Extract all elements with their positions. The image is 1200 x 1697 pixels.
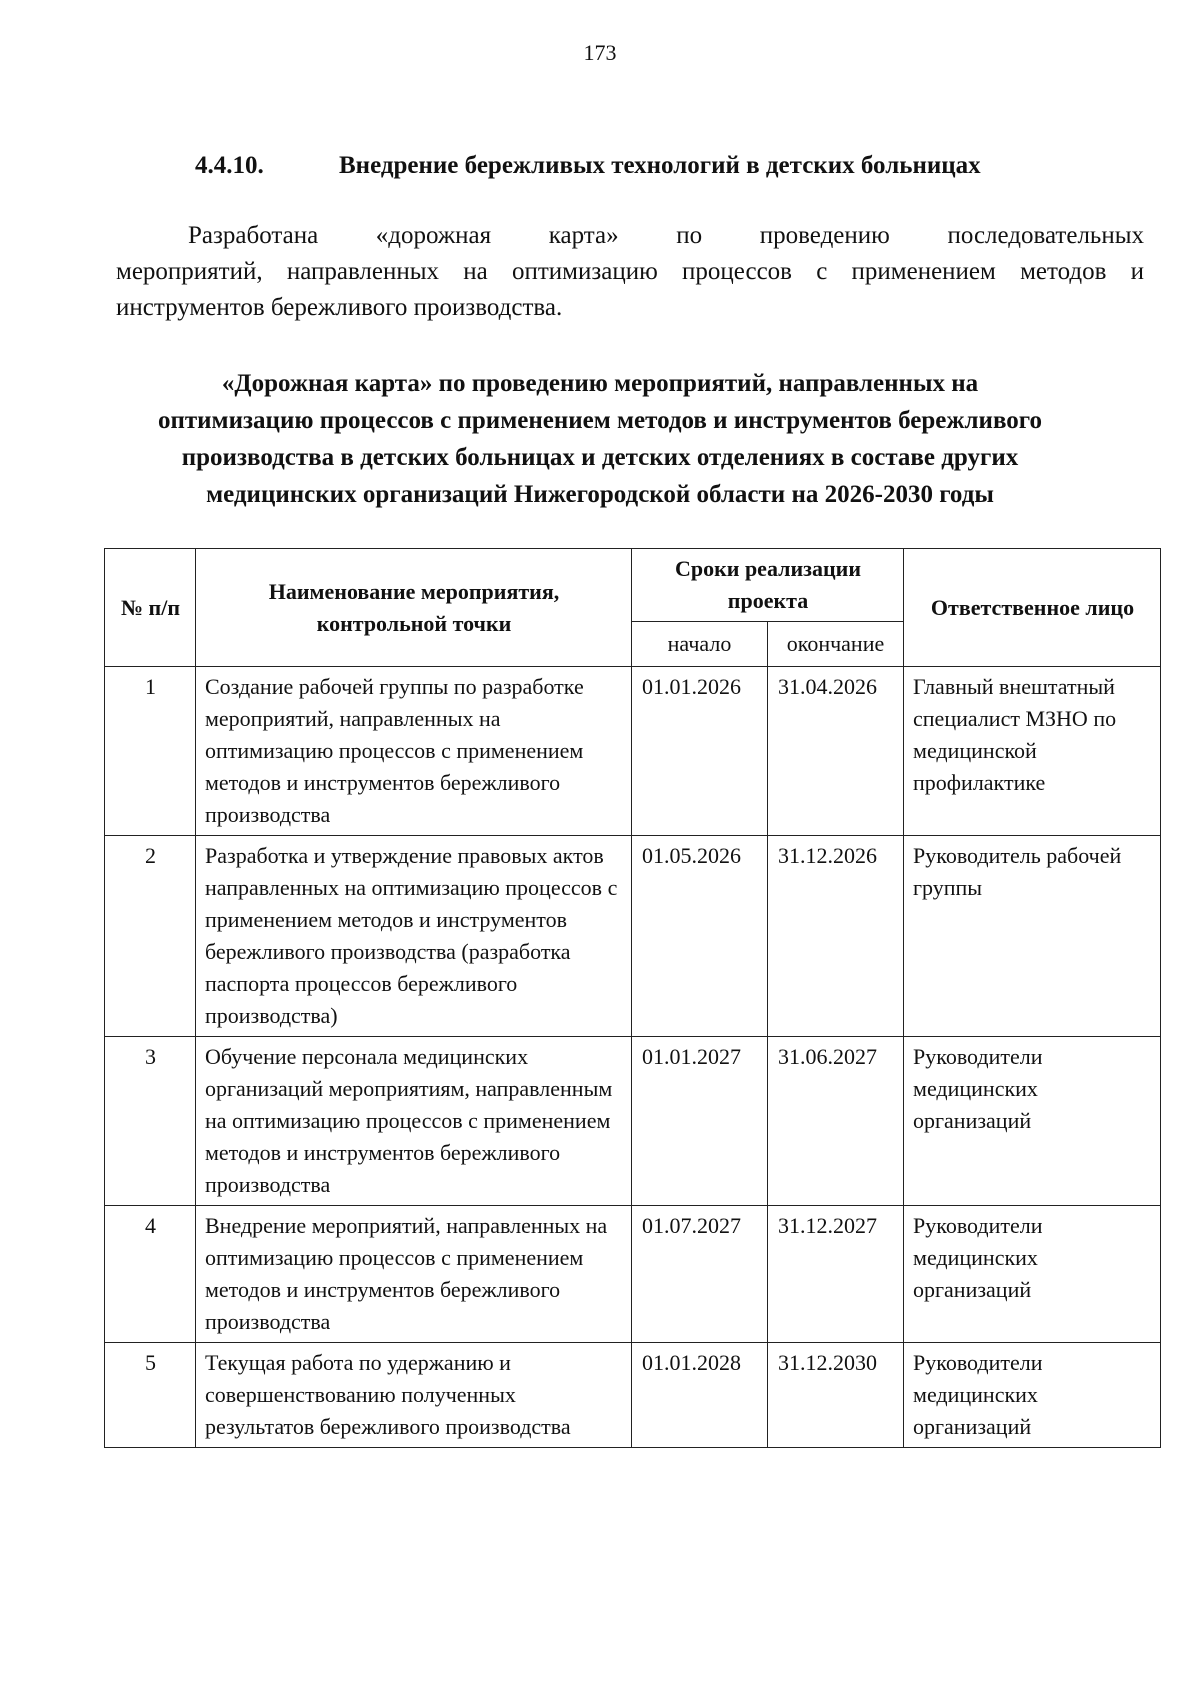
row-name: Разработка и утверждение правовых актов направленных на оптимизацию процессов с применением методов и инструментов бережливого производства (разработка паспорта процессов бережливого производства): [196, 836, 632, 1037]
intro-paragraph: [116, 218, 1144, 326]
header-start: начало: [632, 622, 768, 667]
row-end: 31.06.2027: [768, 1037, 904, 1206]
roadmap-title-line-3: производства в детских больницах и детских отделениях в составе других: [181, 444, 1019, 471]
roadmap-title-line-4: медицинских организаций Нижегородской области на 2026-2030 годы: [206, 481, 994, 508]
table-row: [105, 667, 1161, 836]
intro-first-line: Разработана «дорожная карта» по проведению последовательных: [188, 222, 1144, 249]
header-num: № п/п: [105, 549, 196, 667]
row-end: 31.12.2027: [768, 1206, 904, 1343]
section-number: 4.4.10.: [195, 152, 264, 179]
table-row: [105, 836, 1161, 1037]
page-number: 173: [583, 40, 617, 65]
row-end: 31.12.2030: [768, 1343, 904, 1448]
roadmap-title-line-1: «Дорожная карта» по проведению мероприятий, направленных на: [221, 370, 979, 397]
row-responsible: Главный внештатный специалист МЗНО по медицинской профилактике: [904, 667, 1161, 836]
section-title: Внедрение бережливых технологий в детских больницах: [339, 152, 981, 179]
row-start: 01.05.2026: [632, 836, 768, 1037]
row-end: 31.12.2026: [768, 836, 904, 1037]
header-end: окончание: [768, 622, 904, 667]
table-header-row: [105, 549, 1161, 622]
row-name: Создание рабочей группы по разработке мероприятий, направленных на оптимизацию процессов с применением методов и инструментов бережливого производства: [196, 667, 632, 836]
table-row: [105, 1206, 1161, 1343]
row-responsible: Руководители медицинских организаций: [904, 1037, 1161, 1206]
row-name: Обучение персонала медицинских организаций мероприятиям, направленным на оптимизацию процессов с применением методов и инструментов бережливого производства: [196, 1037, 632, 1206]
row-end: 31.04.2026: [768, 667, 904, 836]
row-num: 2: [105, 836, 196, 1037]
intro-rest: мероприятий, направленных на оптимизацию процессов с применением методов и инструментов бережливого производства.: [116, 258, 1144, 321]
row-num: 1: [105, 667, 196, 836]
section-heading: [195, 152, 981, 180]
roadmap-title-line-2: оптимизацию процессов с применением методов и инструментов бережливого: [157, 407, 1043, 434]
roadmap-table: [104, 548, 1161, 1448]
header-name: Наименование мероприятия, контрольной точки: [196, 549, 632, 667]
row-start: 01.01.2027: [632, 1037, 768, 1206]
roadmap-title: [100, 365, 1100, 513]
row-num: 5: [105, 1343, 196, 1448]
row-name: Текущая работа по удержанию и совершенствованию полученных результатов бережливого производства: [196, 1343, 632, 1448]
table-row: [105, 1343, 1161, 1448]
row-start: 01.01.2026: [632, 667, 768, 836]
row-start: 01.07.2027: [632, 1206, 768, 1343]
row-num: 3: [105, 1037, 196, 1206]
table-row: [105, 1037, 1161, 1206]
row-responsible: Руководители медицинских организаций: [904, 1343, 1161, 1448]
header-responsible: Ответственное лицо: [904, 549, 1161, 667]
row-num: 4: [105, 1206, 196, 1343]
row-responsible: Руководитель рабочей группы: [904, 836, 1161, 1037]
row-responsible: Руководители медицинских организаций: [904, 1206, 1161, 1343]
header-period: Сроки реализации проекта: [632, 549, 904, 622]
row-start: 01.01.2028: [632, 1343, 768, 1448]
row-name: Внедрение мероприятий, направленных на оптимизацию процессов с применением методов и инструментов бережливого производства: [196, 1206, 632, 1343]
